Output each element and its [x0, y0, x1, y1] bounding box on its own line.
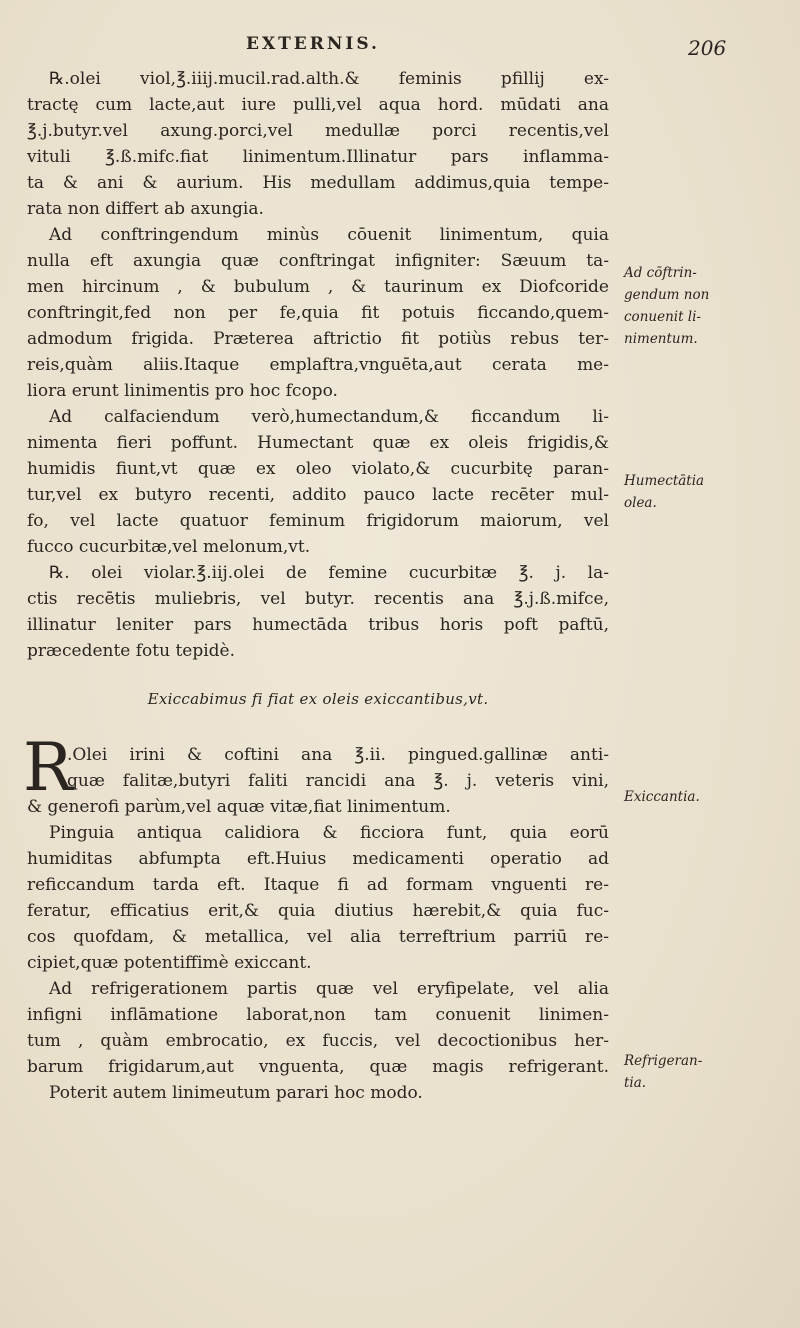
paragraph-1 — [27, 66, 609, 222]
text-line: Poterit autem linimeutum parari hoc modo. — [49, 1083, 423, 1103]
page-number: 206 — [688, 36, 727, 60]
text-line: ta & ani & aurium. His medullam addimus,quia tempe- — [27, 173, 609, 193]
text-line: nimenta fieri poffunt. Humectant quæ ex oleis frigidis,& — [27, 433, 609, 453]
text-line: fo, vel lacte quatuor feminum frigidorum maiorum, vel — [27, 511, 609, 531]
text-line: cipiet,quæ potentiffimè exiccant. — [27, 953, 312, 973]
text-line: humidis fiunt,vt quæ ex oleo violato,& cucurbitę paran- — [27, 459, 609, 479]
text-line: feratur, efficatius erit,& quia diutius hærebit,& quia fuc- — [27, 901, 609, 921]
margin-line: Refrigeran- — [624, 1053, 703, 1069]
text-line: vituli ℥.ß.mifc.fiat linimentum.Illinatur pars inflamma- — [27, 147, 609, 167]
paragraph-2 — [27, 222, 609, 404]
text-line: cos quofdam, & metallica, vel alia terreftrium parriū re- — [27, 927, 609, 947]
text-line: rata non differt ab axungia. — [27, 199, 264, 219]
text-line: reficcandum tarda eft. Itaque fi ad formam vnguenti re- — [27, 875, 609, 895]
text-line: conftringit,fed non per fe,quia fit potuis ficcando,quem- — [27, 303, 609, 323]
drop-cap: R — [23, 729, 73, 806]
margin-line: conuenit li- — [624, 309, 701, 325]
main-text-column — [23, 66, 609, 1106]
text-line: ℞.olei viol,℥.iiij.mucil.rad.alth.& feminis pfillij ex- — [49, 69, 609, 89]
paragraph-5-recipe — [23, 729, 609, 820]
text-line: reis,quàm aliis.Itaque emplaftra,vnguēta,aut cerata me- — [27, 355, 609, 375]
text-line: humiditas abfumpta eft.Huius medicamenti operatio ad — [27, 849, 609, 869]
text-line: men hircinum , & bubulum , & taurinum ex Diofcoride — [27, 277, 609, 297]
text-line: infigni inflāmatione laborat,non tam conuenit linimen- — [27, 1005, 609, 1025]
text-line: liora erunt linimentis pro hoc fcopo. — [27, 381, 338, 401]
text-line: fucco cucurbitæ,vel melonum,vt. — [27, 537, 311, 557]
text-line: admodum frigida. Præterea aftrictio fit potiùs rebus ter- — [27, 329, 609, 349]
text-line: nulla eft axungia quæ conftringat infigniter: Sæuum ta- — [27, 251, 609, 271]
paragraph-3 — [27, 404, 609, 560]
text-line: .Olei irini & coftini ana ℥.ii. pingued.gallinæ anti- — [67, 745, 609, 765]
spacer — [27, 716, 609, 742]
margin-line: tia. — [624, 1075, 647, 1091]
margin-line: olea. — [624, 495, 657, 511]
marginal-note-refrigerantia — [624, 1050, 794, 1094]
text-line: Ad refrigerationem partis quæ vel eryfipelate, vel alia — [49, 979, 609, 999]
margin-line: nimentum. — [624, 331, 698, 347]
text-line: illinatur leniter pars humectāda tribus horis poft paftū, — [27, 615, 609, 635]
paragraph-4-recipe — [27, 560, 609, 664]
text-line: ℞. olei violar.℥.iij.olei de femine cucurbitæ ℥. j. la- — [49, 563, 609, 583]
text-line: ℥.j.butyr.vel axung.porci,vel medullæ porci recentis,vel — [27, 121, 609, 141]
text-line: Ad calfaciendum verò,humectandum,& ficcandum li- — [49, 407, 609, 427]
text-line: & generofi parùm,vel aquæ vitæ,fiat linimentum. — [27, 797, 451, 817]
text-line: tur,vel ex butyro recenti, addito pauco lacte recēter mul- — [27, 485, 609, 505]
section-heading: Exiccabimus fi fiat ex oleis exiccantibus,vt. — [147, 690, 489, 708]
marginal-note-constringendum — [624, 262, 794, 350]
marginal-note-humectantia — [624, 470, 794, 514]
margin-line: gendum non — [624, 287, 710, 303]
text-line: tractę cum lacte,aut iure pulli,vel aqua hord. mūdati ana — [27, 95, 609, 115]
margin-line: Ad cōftrin- — [624, 265, 697, 281]
text-line: Ad conftringendum minùs cōuenit linimentum, quia — [49, 225, 609, 245]
text-line: barum frigidarum,aut vnguenta, quæ magis refrigerant. — [27, 1057, 609, 1077]
spacer — [27, 664, 609, 682]
margin-line: Humectātia — [624, 473, 705, 489]
text-line: ctis recētis muliebris, vel butyr. recentis ana ℥.j.ß.mifce, — [27, 589, 609, 609]
marginal-note-exiccantia — [624, 786, 794, 808]
running-head: EXTERNIS. — [246, 34, 380, 54]
text-line: tum , quàm embrocatio, ex fuccis, vel decoctionibus her- — [27, 1031, 609, 1051]
text-line: quæ falitæ,butyri faliti rancidi ana ℥. j. veteris vini, — [67, 771, 609, 791]
paragraph-7 — [27, 976, 609, 1106]
margin-line: Exiccantia. — [624, 789, 700, 805]
text-line: Pinguia antiqua calidiora & ficciora funt, quia eorū — [49, 823, 609, 843]
paragraph-6 — [27, 820, 609, 976]
text-line: præcedente fotu tepidè. — [27, 641, 236, 661]
